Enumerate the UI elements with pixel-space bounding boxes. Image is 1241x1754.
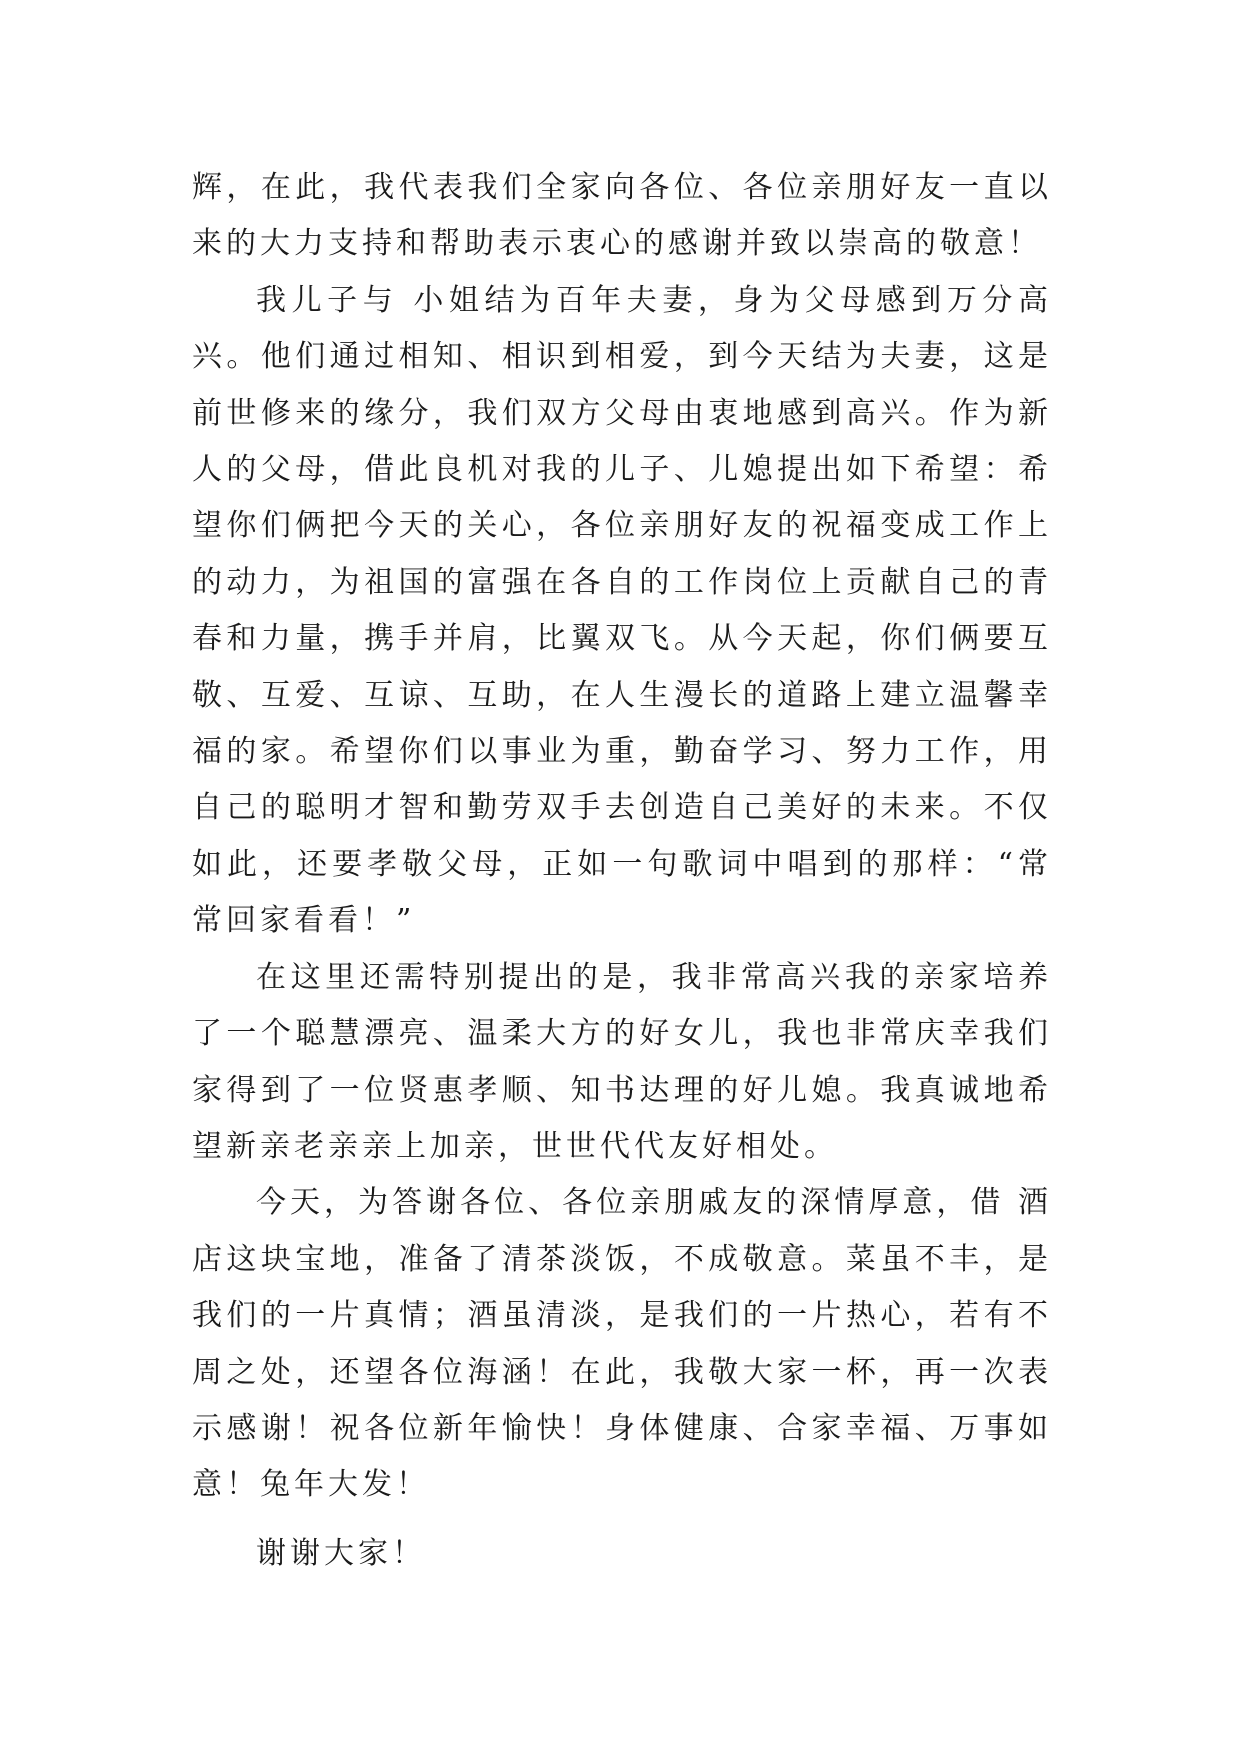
paragraph-thanks-continuation: 辉，在此，我代表我们全家向各位、各位亲朋好友一直以来的大力支持和帮助表示衷心的感谢并致以崇高的敬意！ xyxy=(192,170,1052,262)
paragraph-wishes-to-couple: 我儿子与 小姐结为百年夫妻，身为父母感到万分高兴。他们通过相知、相识到相爱，到今天结为夫妻，这是前世修来的缘分，我们双方父母由衷地感到高兴。作为新人的父母，借此良机对我的儿子、儿媳提出如下希望：希望你们俩把今天的关心，各位亲朋好友的祝福变成工作上的动力，为祖国的富强在各自的工作岗位上贡献自己的青春和力量，携手并肩，比翼双飞。从今天起，你们俩要互敬、互爱、互谅、互助，在人生漫长的道路上建立温馨幸福的家。希望你们以事业为重，勤奋学习、努力工作，用自己的聪明才智和勤劳双手去创造自己美好的未来。不仅如此，还要孝敬父母，正如一句歌词中唱到的那样：“常常回家看看！” xyxy=(192,282,1052,939)
paragraph-in-laws: 在这里还需特别提出的是，我非常高兴我的亲家培养了一个聪慧漂亮、温柔大方的好女儿，我也非常庆幸我们家得到了一位贤惠孝顺、知书达理的好儿媳。我真诚地希望新亲老亲亲上加亲，世世代代友好相处。 xyxy=(192,959,1052,1164)
speech-body xyxy=(192,160,1052,1582)
paragraph-toast: 今天，为答谢各位、各位亲朋戚友的深情厚意，借 酒店这块宝地，准备了清茶淡饭，不成敬意。菜虽不丰，是我们的一片真情；酒虽清淡，是我们的一片热心，若有不周之处，还望各位海涵！在此，我敬大家一杯，再一次表示感谢！祝各位新年愉快！身体健康、合家幸福、万事如意！兔年大发！ xyxy=(192,1185,1052,1503)
paragraph-closing: 谢谢大家！ xyxy=(256,1535,426,1571)
